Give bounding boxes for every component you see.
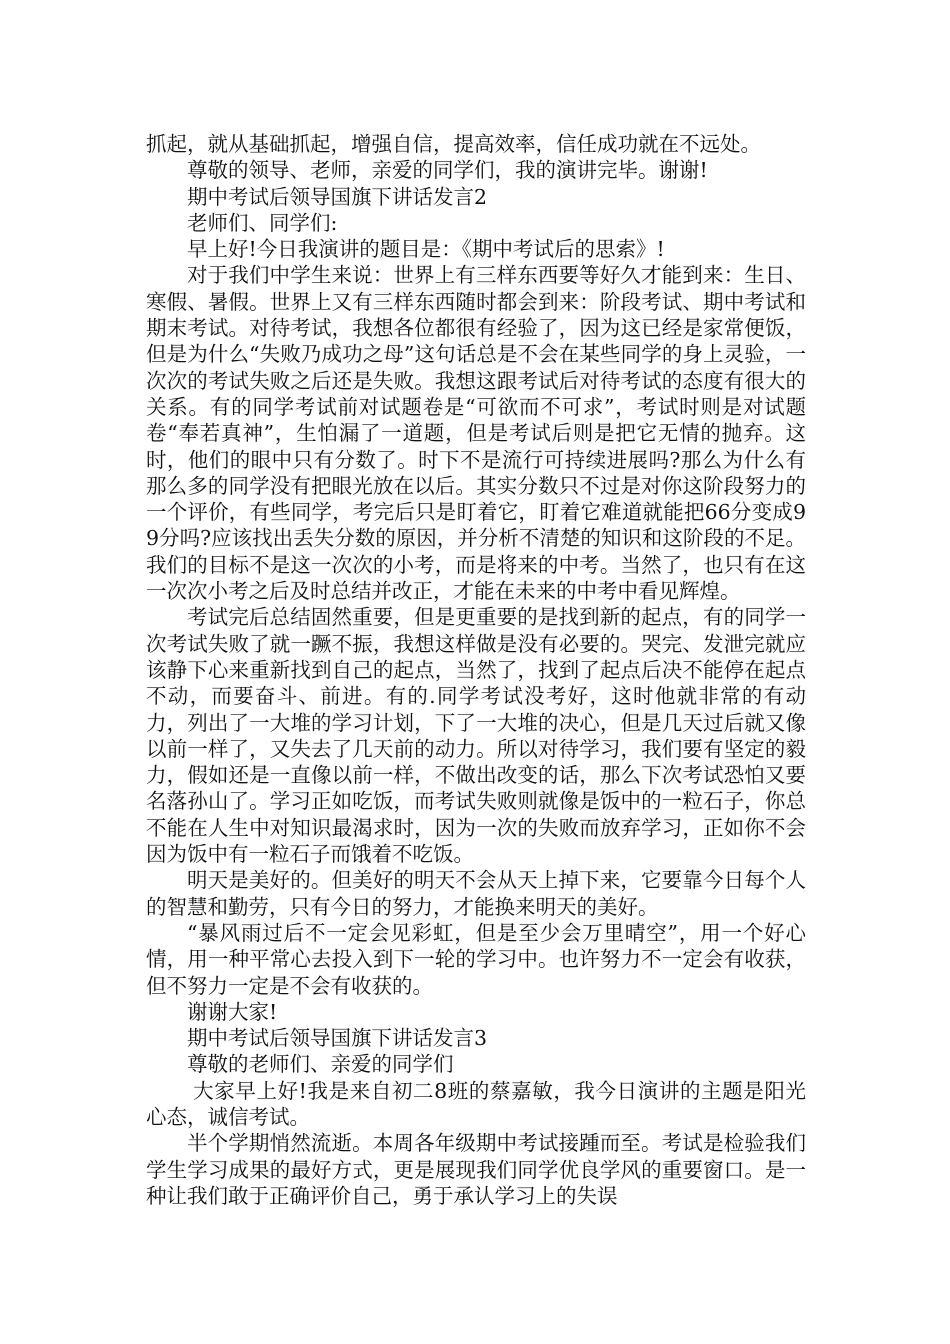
- paragraph-body: 考试完后总结固然重要，但是更重要的是找到新的起点，有的同学一次考试失败了就一蹶不振，我想这样做是没有必要的。哭完、发泄完就应该静下心来重新找到自己的起点，当然了，找到了起点后决不能停在起点不动，而要奋斗、前进。有的.同学考试没考好，这时他就非常的有动力，列出了一大堆的学习计划，下了一大堆的决心，但是几天过后就又像以前一样了，又失去了几天前的动力。所以对待学习，我们要有坚定的毅力，假如还是一直像以前一样，不做出改变的话，那么下次考试恐怕又要名落孙山了。学习正如吃饭，而考试失败则就像是饭中的一粒石子，你总不能在人生中对知识最渴求时，因为一次的失败而放弃学习，正如你不会因为饭中有一粒石子而饿着不吃饭。: [146, 605, 806, 867]
- paragraph-thanks: 谢谢大家!: [187, 999, 278, 1024]
- paragraph-body: “暴风雨过后不一定会见彩虹，但是至少会万里晴空”，用一个好心情，用一种平常心去投入到下一轮的学习中。也许努力不一定会有收获，但不努力一定是不会有收获的。: [146, 920, 806, 998]
- salutation: 老师们、同学们:: [187, 210, 338, 235]
- paragraph-closing-remarks: 尊敬的领导、老师，亲爱的同学们，我的演讲完毕。谢谢!: [187, 158, 708, 183]
- paragraph-body: 明天是美好的。但美好的明天不会从天上掉下来，它要靠今日每个人的智慧和勤劳，只有今日的努力，才能换来明天的美好。: [146, 868, 806, 919]
- salutation: 尊敬的老师们、亲爱的同学们: [187, 1052, 454, 1077]
- speech-topic: 早上好!今日我演讲的题目是：《期中考试后的思索》!: [187, 237, 665, 262]
- section-title-speech-2: 期中考试后领导国旗下讲话发言2: [187, 184, 488, 209]
- paragraph-greeting: 大家早上好!我是来自初二8班的蔡嘉敏，我今日演讲的主题是阳光心态，诚信考试。: [146, 1078, 806, 1129]
- paragraph-body: 对于我们中学生来说：世界上有三样东西要等好久才能到来：生日、寒假、暑假。世界上又有三样东西随时都会到来：阶段考试、期中考试和期末考试。对待考试，我想各位都很有经验了，因为这已经是家常便饭，但是为什么“失败乃成功之母”这句话总是不会在某些同学的身上灵验，一次次的考试失败之后还是失败。我想这跟考试后对待考试的态度有很大的关系。有的同学考试前对试题卷是“可欲而不可求”，考试时则是对试题卷“奉若真神”，生怕漏了一道题，但是考试后则是把它无情的抛弃。这时，他们的眼中只有分数了。时下不是流行可持续进展吗?那么为什么有那么多的同学没有把眼光放在以后。其实分数只不过是对你这阶段努力的一个评价，有些同学，考完后只是盯着它，盯着它难道就能把66分变成99分吗?应该找出丢失分数的原因，并分析不清楚的知识和这阶段的不足。我们的目标不是这一次次的小考，而是将来的中考。当然了，也只有在这一次次小考之后及时总结并改正，才能在未来的中考中看见辉煌。: [146, 263, 806, 604]
- paragraph-body: 半个学期悄然流逝。本周各年级期中考试接踵而至。考试是检验我们学生学习成果的最好方式，更是展现我们同学优良学风的重要窗口。是一种让我们敢于正确评价自己，勇于承认学习上的失误: [146, 1131, 806, 1208]
- section-title-speech-3: 期中考试后领导国旗下讲话发言3: [187, 1026, 488, 1051]
- document-body: [146, 131, 806, 1209]
- paragraph-continuation: 抓起，就从基础抓起，增强自信，提高效率，信任成功就在不远处。: [146, 132, 761, 156]
